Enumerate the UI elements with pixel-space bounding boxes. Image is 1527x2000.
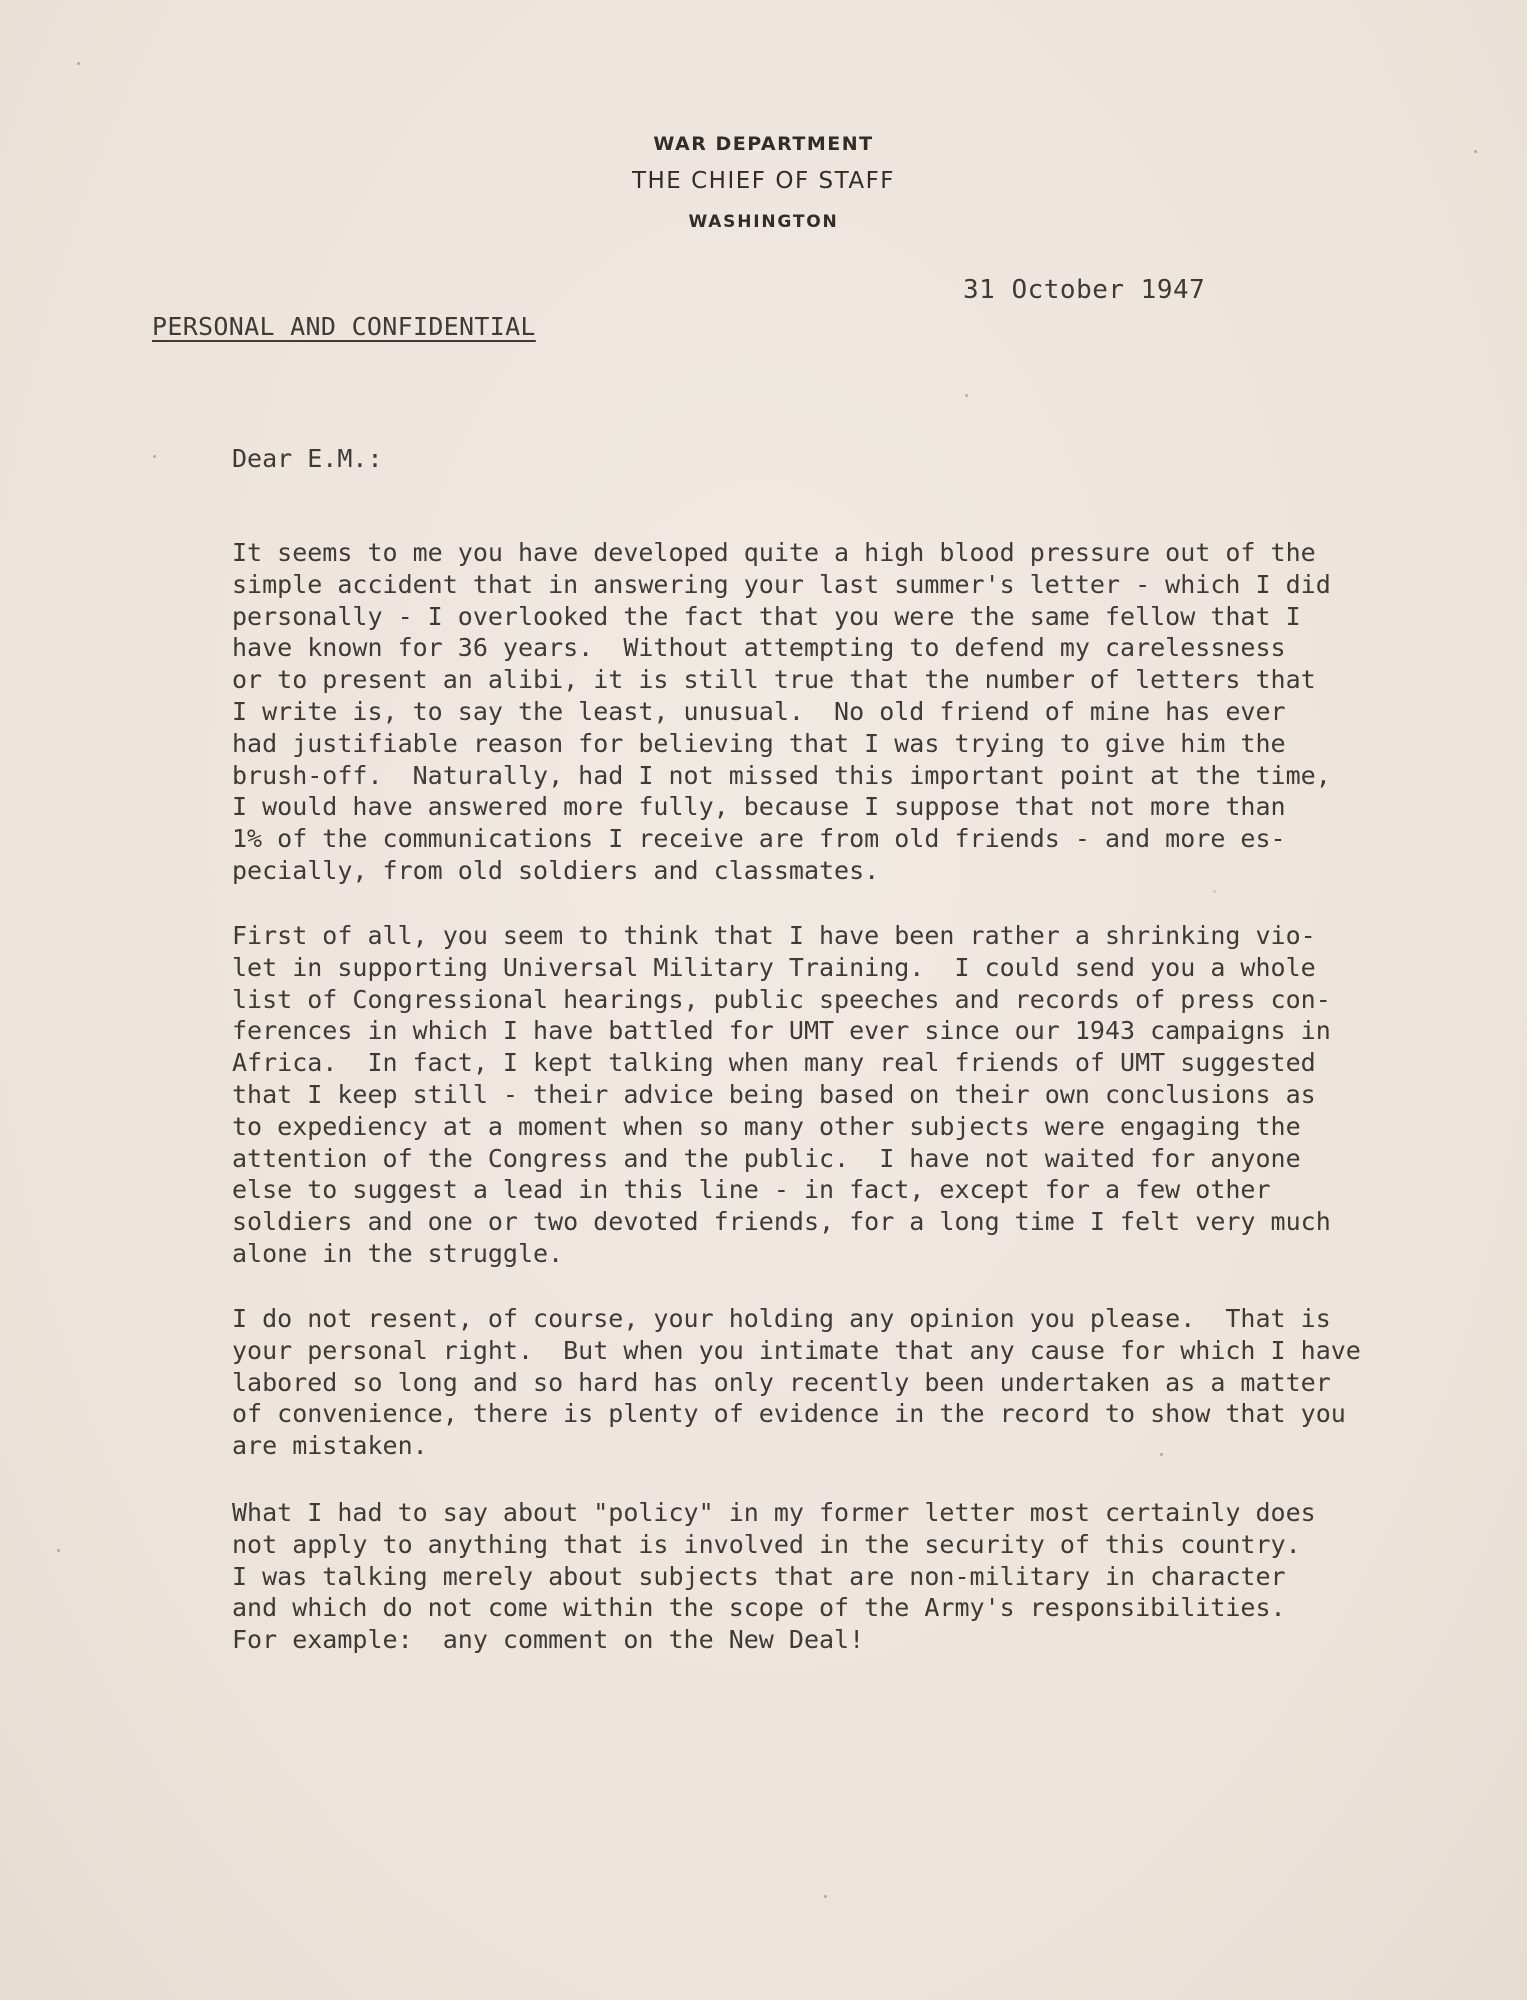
paper-speck [965, 394, 968, 397]
paper-speck [57, 1549, 60, 1552]
body-paragraph-1: It seems to me you have developed quite a high blood pressure out of the simple accident that in answering your last summer's letter - which I did personally - I overlooked the fact that you were the same fellow that I have known for 36 years. Without attempting to defend my carelessness or to present an alibi, it is still true that the number of letters that I write is, to say the least, unusual. No old friend of mine has ever had justifiable reason for believing that I was trying to give him the brush-off. Naturally, had I not missed this important point at the time, I would have answered more fully, because I suppose that not more than 1% of the communications I receive are from old friends - and more es- pecially, from old soldiers and classmates. [232, 538, 1331, 885]
classification-marking: PERSONAL AND CONFIDENTIAL [152, 312, 536, 341]
paper-speck [1213, 890, 1216, 893]
letterhead-city: WASHINGTON [688, 212, 839, 232]
letter-date: 31 October 1947 [963, 275, 1206, 305]
paper-speck [77, 62, 80, 65]
paper-speck [1160, 1453, 1163, 1456]
paper-speck [1474, 150, 1477, 153]
salutation: Dear E.M.: [232, 444, 383, 473]
body-paragraph-2: First of all, you seem to think that I have been rather a shrinking vio- let in supporting Universal Military Training. I could send you a whole list of Congressional hearings, public speeches and records of press con- ferences in which I have battled for UMT ever since our 1943 campaigns in Africa. In fact, I kept talking when many real friends of UMT suggested that I keep still - their advice being based on their own conclusions as to expediency at a moment when so many other subjects were engaging the attention of the Congress and the public. I have not waited for anyone else to suggest a lead in this line - in fact, except for a few other soldiers and one or two devoted friends, for a long time I felt very much alone in the struggle. [232, 921, 1331, 1268]
paper-speck [153, 455, 156, 458]
letterhead-department: WAR DEPARTMENT [653, 133, 874, 155]
letterhead-office: THE CHIEF OF STAFF [631, 168, 896, 194]
paper-speck [824, 1895, 827, 1898]
body-paragraph-3: I do not resent, of course, your holding any opinion you please. That is your personal right. But when you intimate that any cause for which I have labored so long and so hard has only recently been undertaken as a matter of convenience, there is plenty of evidence in the record to show that you are mistaken. [232, 1304, 1361, 1461]
body-paragraph-4: What I had to say about "policy" in my former letter most certainly does not apply to anything that is involved in the security of this country. I was talking merely about subjects that are non-military in character and which do not come within the scope of the Army's responsibilities. For example: any comment on the New Deal! [232, 1498, 1316, 1655]
